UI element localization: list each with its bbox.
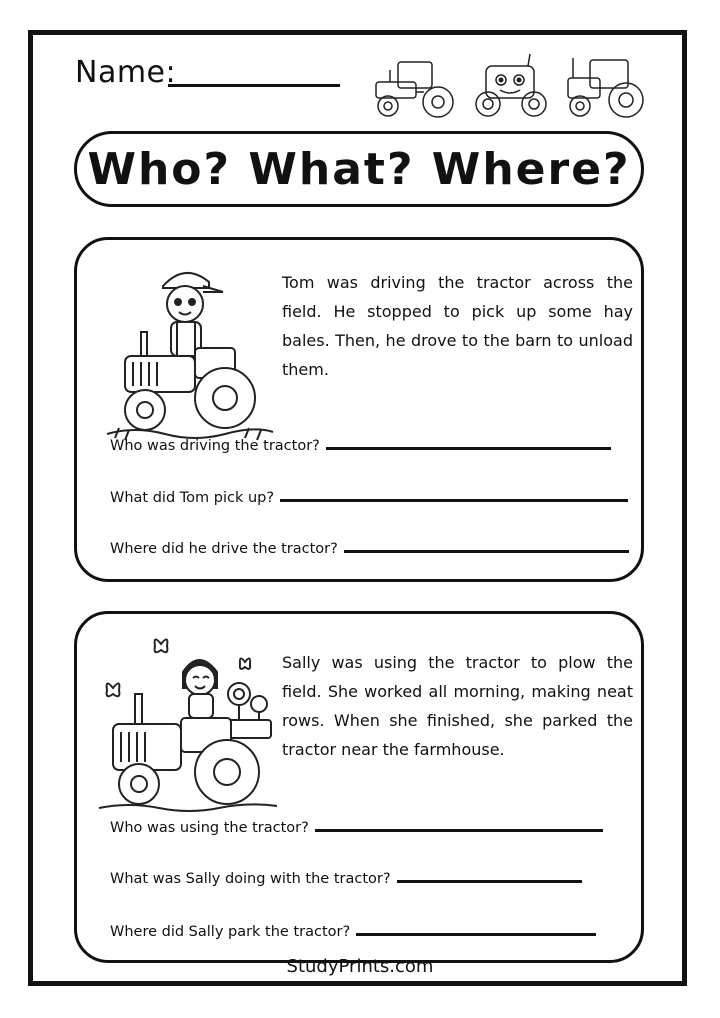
story-passage-1: Tom was driving the tractor across the field. He stopped to pick up some hay bales. Then, he drove to the barn to unload them.: [282, 273, 633, 379]
answer-line[interactable]: [326, 447, 611, 450]
butterfly-icon: [240, 658, 250, 668]
answer-line[interactable]: [397, 880, 582, 883]
flower-icon: [228, 683, 267, 724]
question-text: Where did Sally park the tractor?: [110, 924, 351, 940]
worksheet-title: Who? What? Where?: [87, 143, 631, 195]
footer-website: StudyPrints.com: [286, 956, 434, 977]
question-row-2: [110, 871, 582, 887]
answer-line[interactable]: [344, 550, 629, 553]
question-text: Where did he drive the tractor?: [110, 541, 338, 557]
name-label: Name:: [75, 55, 177, 90]
girl-on-tractor-illustration: [99, 632, 279, 812]
name-answer-line[interactable]: [168, 84, 340, 87]
question-text: Who was using the tractor?: [110, 820, 309, 836]
question-row-1: [110, 438, 611, 454]
answer-line[interactable]: [280, 499, 628, 502]
tractor-icon: [376, 62, 453, 117]
butterfly-icon: [107, 683, 120, 696]
story-card-2: [74, 611, 644, 963]
story-card-1: [74, 237, 644, 582]
smiling-tractor-icon: [476, 54, 546, 116]
tractor-icon: [568, 58, 643, 117]
answer-line[interactable]: [315, 829, 603, 832]
question-text: What did Tom pick up?: [110, 490, 275, 506]
butterfly-icon: [155, 639, 168, 652]
question-row-3: [110, 541, 629, 557]
question-row-1: [110, 820, 603, 836]
question-text: Who was driving the tractor?: [110, 438, 320, 454]
boy-on-tractor-illustration: [105, 258, 275, 448]
story-passage-2: Sally was using the tractor to plow the field. She worked all morning, making neat rows. When she finished, she parked the tractor near the farmhouse.: [282, 653, 633, 759]
answer-line[interactable]: [356, 933, 596, 936]
question-row-3: [110, 924, 596, 940]
question-text: What was Sally doing with the tractor?: [110, 871, 391, 887]
title-banner: [74, 131, 644, 207]
tractor-icons-row: [368, 48, 650, 126]
question-row-2: [110, 490, 628, 506]
